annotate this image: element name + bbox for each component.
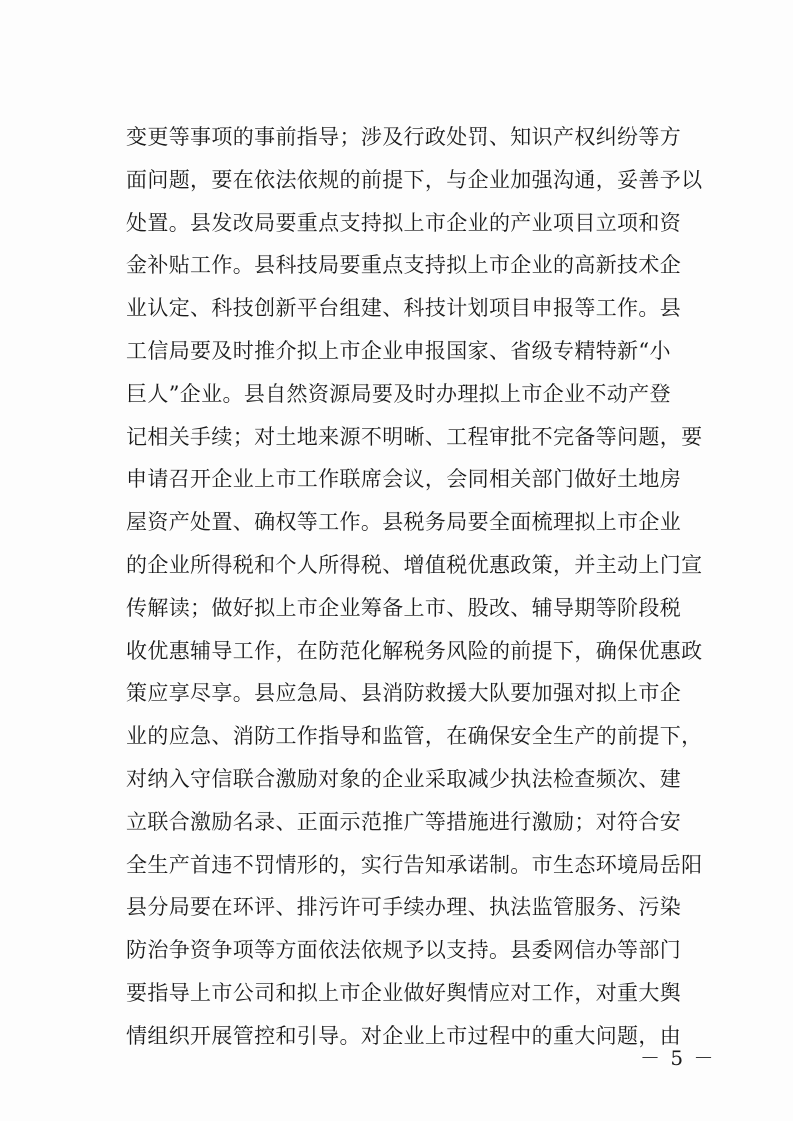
text-line: 面问题，要在依法依规的前提下，与企业加强沟通，妥善予以 (126, 167, 703, 192)
text-line: 业的应急、消防工作指导和监管，在确保安全生产的前提下， (126, 724, 703, 749)
text-line: 防治争资争项等方面依法依规予以支持。县委网信办等部门 (126, 938, 682, 963)
text-line: 全生产首违不罚情形的，实行告知承诺制。市生态环境局岳阳 (126, 852, 703, 877)
text-line: 业认定、科技创新平台组建、科技计划项目申报等工作。县 (126, 296, 682, 321)
text-line: 情组织开展管控和引导。对企业上市过程中的重大问题，由 (126, 1023, 682, 1048)
text-line: 工信局要及时推介拟上市企业申报国家、省级专精特新“小 (126, 338, 671, 363)
text-line: 传解读；做好拟上市企业筹备上市、股改、辅导期等阶段税 (126, 595, 682, 620)
text-line: 屋资产处置、确权等工作。县税务局要全面梳理拟上市企业 (126, 510, 682, 535)
text-line: 对纳入守信联合激励对象的企业采取减少执法检查频次、建 (126, 766, 682, 791)
page-number: － 5 － (640, 1046, 716, 1070)
text-line: 处置。县发改局要重点支持拟上市企业的产业项目立项和资 (126, 210, 682, 235)
text-line: 的企业所得税和个人所得税、增值税优惠政策，并主动上门宣 (126, 552, 703, 577)
text-line: 申请召开企业上市工作联席会议，会同相关部门做好土地房 (126, 467, 682, 492)
body-paragraph (126, 116, 703, 1058)
text-line: 巨人”企业。县自然资源局要及时办理拟上市企业不动产登 (126, 381, 671, 406)
text-line: 记相关手续；对土地来源不明晰、工程审批不完备等问题，要 (126, 424, 703, 449)
text-line: 县分局要在环评、排污许可手续办理、执法监管服务、污染 (126, 895, 682, 920)
text-line: 立联合激励名录、正面示范推广等措施进行激励；对符合安 (126, 809, 682, 834)
text-line: 收优惠辅导工作，在防范化解税务风险的前提下，确保优惠政 (126, 638, 703, 663)
text-line: 变更等事项的事前指导；涉及行政处罚、知识产权纠纷等方 (126, 125, 682, 149)
text-line: 要指导上市公司和拟上市企业做好舆情应对工作，对重大舆 (126, 980, 682, 1005)
text-line: 策应享尽享。县应急局、县消防救援大队要加强对拟上市企 (126, 681, 682, 706)
text-line: 金补贴工作。县科技局要重点支持拟上市企业的高新技术企 (126, 253, 682, 278)
